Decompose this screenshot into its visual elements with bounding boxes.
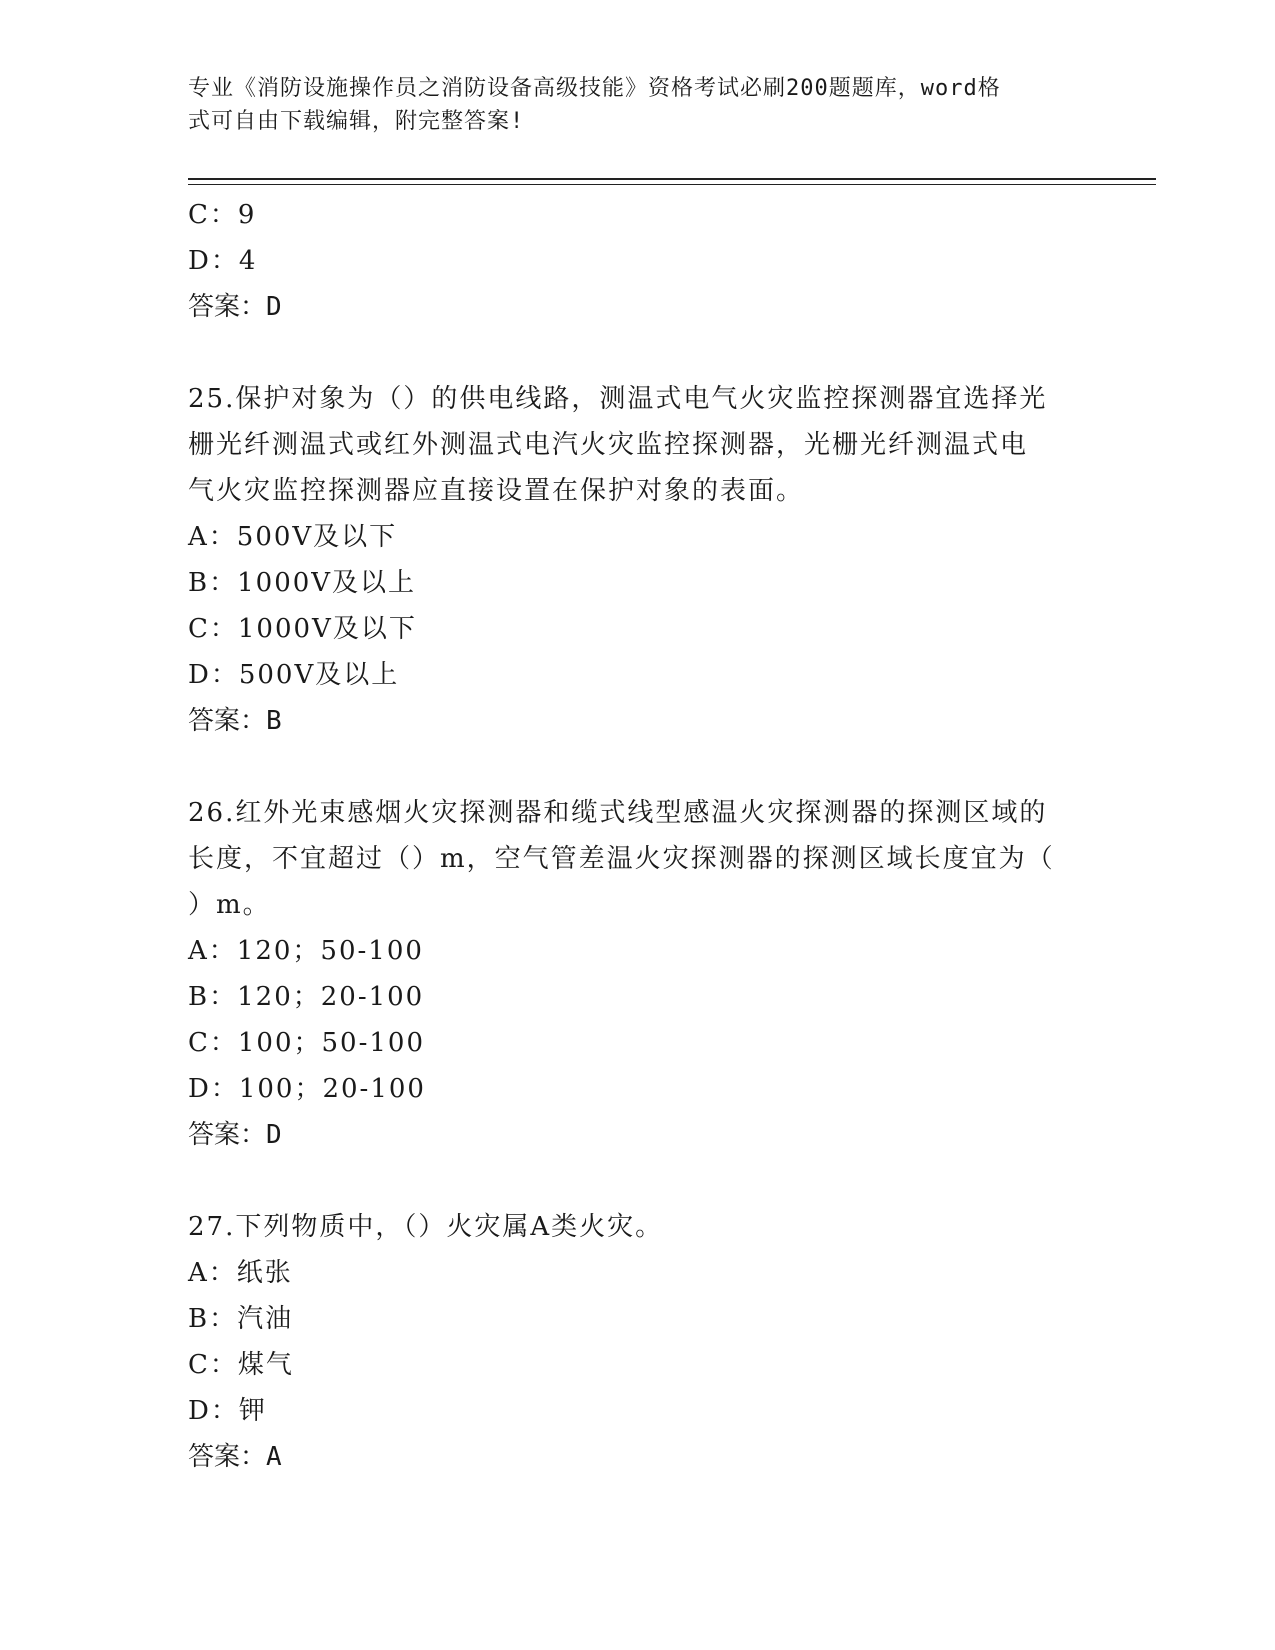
question-stem-line: 长度，不宜超过（）m，空气管差温火灾探测器的探测区域长度宜为（ (188, 844, 1055, 874)
answer-line: 答案：A (188, 1442, 282, 1472)
option-d: D：100；20-100 (188, 1074, 426, 1104)
question-25 (188, 376, 1088, 744)
question-27 (188, 1204, 1088, 1480)
question-content (188, 192, 1088, 1480)
spacer (188, 330, 1088, 376)
question-26 (188, 790, 1088, 1158)
document-header (188, 72, 1068, 138)
option-b: B：120；20-100 (188, 982, 425, 1012)
question-stem-line: 27.下列物质中，（）火灾属A类火灾。 (188, 1212, 664, 1242)
option-d: D：4 (188, 246, 258, 276)
answer-line: 答案：D (188, 292, 282, 322)
header-line-1: 专业《消防设施操作员之消防设备高级技能》资格考试必刷200题题库，word格 (188, 76, 1001, 101)
option-d: D：钾 (188, 1396, 267, 1426)
option-b: B：汽油 (188, 1304, 294, 1334)
prev-question-block (188, 192, 1088, 330)
option-c: C：1000V及以下 (188, 614, 417, 644)
spacer (188, 1158, 1088, 1204)
option-a: A：500V及以下 (188, 522, 398, 552)
spacer (188, 744, 1088, 790)
option-b: B：1000V及以上 (188, 568, 417, 598)
header-divider-thick (188, 178, 1156, 180)
option-a: A：120；50-100 (188, 936, 424, 966)
question-stem-line: ）m。 (188, 890, 271, 920)
option-d: D：500V及以上 (188, 660, 400, 690)
option-c: C：煤气 (188, 1350, 294, 1380)
option-a: A：纸张 (188, 1258, 293, 1288)
question-stem-line: 25.保护对象为（）的供电线路，测温式电气火灾监控探测器宜选择光 (188, 384, 1048, 414)
header-line-2: 式可自由下载编辑，附完整答案! (188, 109, 525, 134)
answer-line: 答案：B (188, 706, 282, 736)
option-c: C：9 (188, 200, 257, 230)
header-divider-thin (188, 184, 1156, 185)
question-stem-line: 26.红外光束感烟火灾探测器和缆式线型感温火灾探测器的探测区域的 (188, 798, 1048, 828)
question-stem-line: 栅光纤测温式或红外测温式电汽火灾监控探测器，光栅光纤测温式电 (188, 430, 1029, 460)
question-stem-line: 气火灾监控探测器应直接设置在保护对象的表面。 (188, 476, 805, 506)
answer-line: 答案：D (188, 1120, 282, 1150)
option-c: C：100；50-100 (188, 1028, 426, 1058)
